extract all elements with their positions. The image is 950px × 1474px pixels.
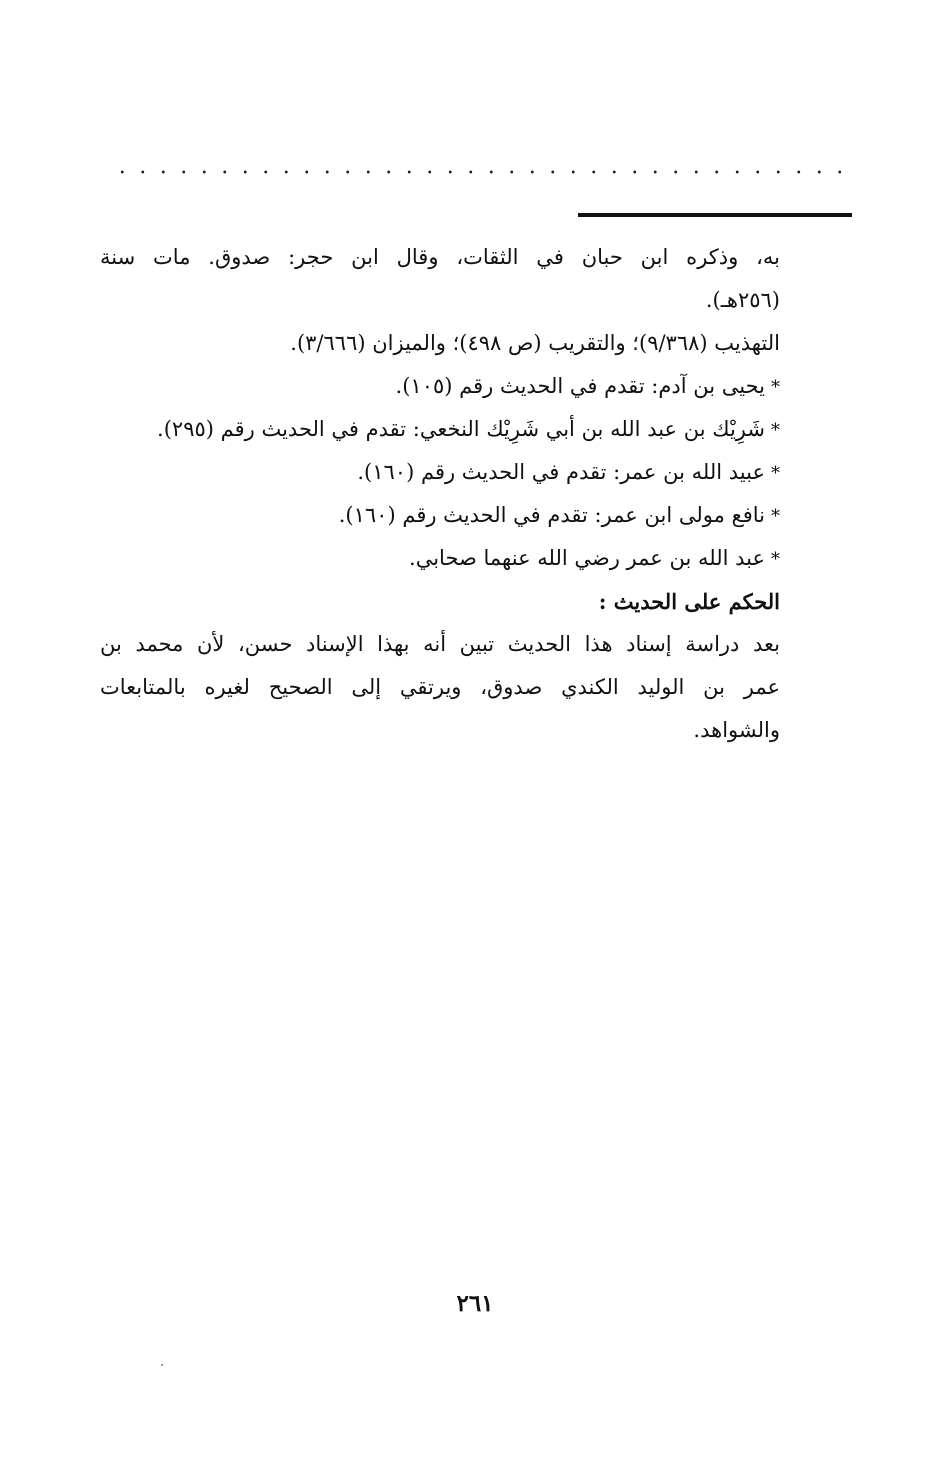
ruling-line-2: عمر بن الوليد الكندي صدوق، ويرتقي إلى الصحيح لغيره بالمتابعات (100, 675, 780, 699)
footnote-rule (578, 213, 852, 217)
narrator-item (100, 365, 780, 408)
bullet-icon: * (771, 377, 780, 398)
ruling-line-1: بعد دراسة إسناد هذا الحديث تبين أنه بهذا الإسناد حسن، لأن محمد بن (100, 632, 780, 656)
narrator-text: نافع مولى ابن عمر: تقدم في الحديث رقم (١٦٠). (338, 503, 765, 527)
footnote-line-3: التهذيب (٩/٣٦٨)؛ والتقريب (ص ٤٩٨)؛ والميزان (٣/٦٦٦). (290, 331, 780, 355)
page-number: ٢٦١ (456, 1290, 494, 1317)
narrator-text: شَرِيْك بن عبد الله بن أبي شَرِيْك النخعي: تقدم في الحديث رقم (٢٩٥). (157, 417, 765, 441)
narrator-item (100, 494, 780, 537)
narrator-item (100, 451, 780, 494)
page-body (100, 236, 780, 752)
narrator-item (100, 537, 780, 580)
bullet-icon: * (771, 463, 780, 484)
bullet-icon: * (771, 420, 780, 441)
footnote-line-1: به، وذكره ابن حبان في الثقات، وقال ابن حجر: صدوق. مات سنة (100, 245, 780, 269)
narrator-item (100, 408, 780, 451)
narrator-text: عبد الله بن عمر رضي الله عنهما صحابي. (409, 546, 765, 570)
bullet-icon: * (771, 506, 780, 527)
dotted-separator (112, 162, 852, 182)
scan-speck (161, 1364, 163, 1366)
footnote-line-2: (٢٥٦هـ). (705, 288, 780, 312)
bullet-icon: * (771, 549, 780, 570)
narrator-text: يحيى بن آدم: تقدم في الحديث رقم (١٠٥). (395, 374, 765, 398)
ruling-line-3: والشواهد. (693, 718, 780, 742)
ruling-heading: الحكم على الحديث : (598, 589, 780, 614)
narrator-text: عبيد الله بن عمر: تقدم في الحديث رقم (١٦٠). (357, 460, 765, 484)
